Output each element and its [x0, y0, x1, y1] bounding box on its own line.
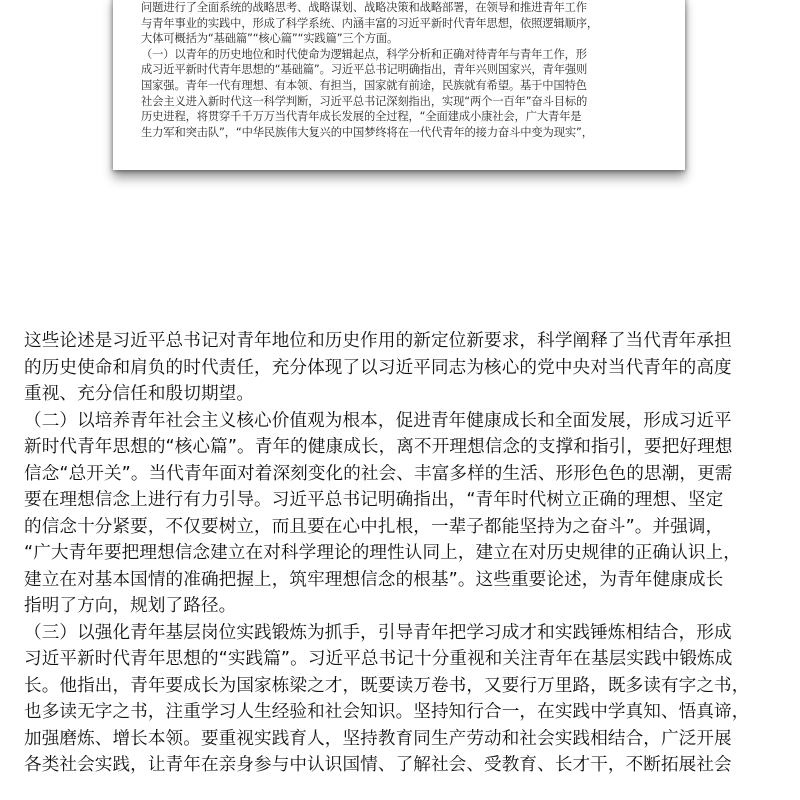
preview-line: 生力军和突击队”，“中华民族伟大复兴的中国梦终将在一代代青年的接力奋斗中变为现实”， — [141, 125, 593, 139]
body-line: 习近平新时代青年思想的“实践篇”。习近平总书记十分重视和关注青年在基层实践中锻炼成 — [24, 649, 733, 669]
preview-line: 历史进程，将贯穿千千万万当代青年成长发展的全过程，“全面建成小康社会，广大青年是 — [141, 110, 582, 124]
body-line: “广大青年要把理想信念建立在对科学理论的理性认同上，建立在对历史规律的正确认识上， — [24, 543, 741, 563]
body-line: 重视、充分信任和殷切期望。 — [24, 384, 255, 404]
preview-line: 国家强。青年一代有理想、有本领、有担当，国家就有前途，民族就有希望。基于中国特色 — [141, 78, 587, 92]
preview-line: 成习近平新时代青年思想的“基础篇”。习近平总书记明确指出，青年兴则国家兴，青年强则 — [141, 63, 588, 77]
body-line: （二）以培养青年社会主义核心价值观为根本，促进青年健康成长和全面发展，形成习近平 — [24, 410, 732, 431]
body-text-block — [24, 328, 784, 779]
body-line: 信念“总开关”。当代青年面对着深刻变化的社会、丰富多样的生活、形形色色的思潮，更需 — [24, 463, 733, 484]
body-line: 这些论述是习近平总书记对青年地位和历史作用的新定位新要求，科学阐释了当代青年承担 — [24, 331, 732, 351]
body-line: 建立在对基本国情的准确把握上，筑牢理想信念的根基”。这些重要论述，为青年健康成长 — [24, 569, 724, 590]
preview-line: 与青年事业的实践中，形成了科学系统、内涵丰富的习近平新时代青年思想，依照逻辑顺序， — [141, 16, 599, 30]
page-preview-card — [113, 0, 685, 170]
preview-line: 问题进行了全面系统的战略思考、战略谋划、战略决策和战略部署，在领导和推进青年工作 — [141, 1, 587, 14]
preview-line: （一）以青年的历史地位和时代使命为逻辑起点，科学分析和正确对待青年与青年工作，形 — [141, 47, 587, 61]
body-line: 指明了方向，规划了路径。 — [24, 596, 237, 616]
body-line: 要在理想信念上进行有力引导。习近平总书记明确指出，“青年时代树立正确的理想、坚定 — [24, 490, 724, 510]
preview-line: 大体可概括为“基础篇”“核心篇”“实践篇”三个方面。 — [141, 32, 399, 46]
body-line: （三）以强化青年基层岗位实践锻炼为抓手，引导青年把学习成才和实践锤炼相结合，形成 — [24, 622, 732, 643]
body-line: 的历史使命和肩负的时代责任，充分体现了以习近平同志为核心的党中央对当代青年的高度 — [24, 357, 732, 378]
preview-line: 社会主义进入新时代这一科学判断，习近平总书记深刻指出，实现“两个一百年”奋斗目标的 — [141, 94, 588, 108]
preview-text-block — [141, 0, 661, 140]
body-line: 的信念十分紧要，不仅要树立，而且要在心中扎根，一辈子都能坚持为之奋斗”。并强调， — [24, 516, 724, 537]
body-line: 长。他指出，青年要成长为国家栋梁之才，既要读万卷书，又要行万里路，既多读有字之书， — [24, 675, 750, 696]
body-line: 加强磨炼、增长本领。要重视实践育人，坚持教育同生产劳动和社会实践相结合，广泛开展 — [24, 728, 732, 749]
body-line: 新时代青年思想的“核心篇”。青年的健康成长，离不开理想信念的支撑和指引，要把好理想 — [24, 437, 733, 457]
body-line: 各类社会实践，让青年在亲身参与中认识国情、了解社会、受教育、长才干，不断拓展社会 — [24, 755, 732, 775]
body-line: 也多读无字之书，注重学习人生经验和社会知识。坚持知行合一，在实践中学真知、悟真谛， — [24, 702, 750, 722]
